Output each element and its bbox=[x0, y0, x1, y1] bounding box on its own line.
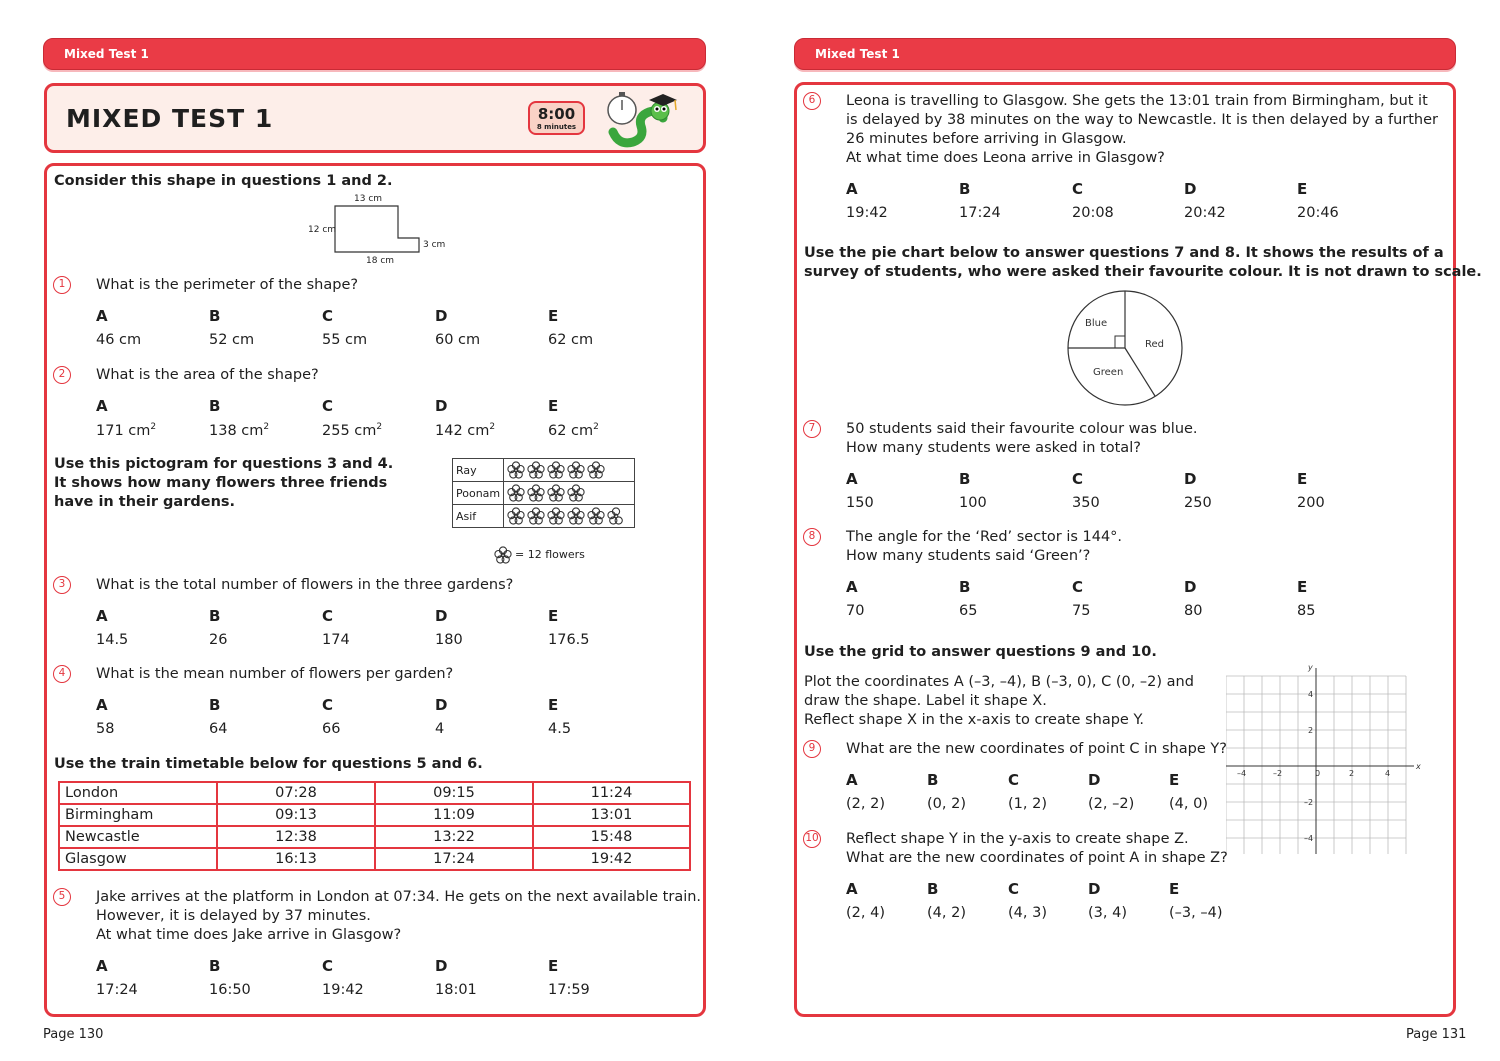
timer-time: 8:00 bbox=[537, 105, 576, 123]
shape-heading: Consider this shape in questions 1 and 2. bbox=[54, 173, 393, 189]
answer-option[interactable]: 62 cm bbox=[548, 332, 594, 348]
page-title: MIXED TEST 1 bbox=[66, 104, 274, 133]
question-text: What is the mean number of flowers per garden? bbox=[96, 666, 454, 682]
y-tick-label: 4 bbox=[1308, 690, 1314, 699]
answer-option[interactable]: 350 bbox=[1072, 495, 1100, 511]
option-letter: D bbox=[435, 696, 448, 714]
answer-option[interactable]: (–3, –4) bbox=[1169, 905, 1223, 921]
answer-option[interactable]: (2, –2) bbox=[1088, 796, 1135, 812]
flower-icon bbox=[527, 484, 545, 502]
answer-option[interactable]: 16:50 bbox=[209, 982, 251, 998]
answer-option[interactable]: 17:24 bbox=[959, 205, 1001, 221]
answer-option[interactable]: 75 bbox=[1072, 603, 1091, 619]
coordinate-grid bbox=[1226, 654, 1430, 854]
option-letter: A bbox=[846, 470, 858, 488]
option-letter: D bbox=[435, 397, 448, 415]
x-tick-label: 0 bbox=[1315, 769, 1321, 778]
option-letter: C bbox=[322, 607, 334, 625]
option-letter: D bbox=[1184, 470, 1197, 488]
left-page-number: Page 130 bbox=[43, 1027, 104, 1042]
flower-icon bbox=[567, 461, 585, 479]
option-letter: A bbox=[96, 307, 108, 325]
option-letter: E bbox=[1169, 880, 1180, 898]
option-letter: A bbox=[846, 578, 858, 596]
flower-icon bbox=[507, 461, 525, 479]
answer-option[interactable]: (4, 2) bbox=[927, 905, 966, 921]
question-text: What are the new coordinates of point C in shape Y? bbox=[846, 741, 1227, 757]
answer-option[interactable]: 20:46 bbox=[1297, 205, 1339, 221]
option-letter: A bbox=[846, 771, 858, 789]
option-letter: B bbox=[209, 607, 221, 625]
train-timetable bbox=[58, 781, 691, 871]
shape-label-bottom: 18 cm bbox=[366, 256, 395, 266]
option-letter: E bbox=[548, 607, 559, 625]
pie-label-red: Red bbox=[1145, 339, 1164, 350]
option-letter: B bbox=[209, 696, 221, 714]
question-number: 8 bbox=[803, 528, 821, 546]
timetable-row: Newcastle 12:38 13:22 15:48 bbox=[59, 826, 690, 848]
option-letter: D bbox=[1088, 880, 1101, 898]
answer-option[interactable]: 19:42 bbox=[322, 982, 364, 998]
option-letter: C bbox=[1072, 470, 1084, 488]
pictogram-row: Ray bbox=[453, 459, 635, 482]
answer-option[interactable]: 62 $cm^2$ bbox=[548, 422, 599, 439]
grid-heading: Use the grid to answer questions 9 and 10. bbox=[804, 644, 1157, 660]
pie-chart bbox=[1064, 288, 1188, 410]
question-number: 2 bbox=[53, 366, 71, 384]
flower-icon bbox=[567, 484, 585, 502]
pictogram-row: Poonam bbox=[453, 482, 635, 505]
question-number: 10 bbox=[803, 830, 821, 848]
flower-icon bbox=[587, 461, 605, 479]
right-header-label: Mixed Test 1 bbox=[815, 47, 900, 61]
question-text: What is the perimeter of the shape? bbox=[96, 277, 359, 293]
flower-icon bbox=[547, 461, 565, 479]
x-tick-label: –2 bbox=[1273, 769, 1283, 778]
question-number: 6 bbox=[803, 92, 821, 110]
answer-option[interactable]: (2, 2) bbox=[846, 796, 885, 812]
answer-option[interactable]: 20:08 bbox=[1072, 205, 1114, 221]
timetable-row: London 07:28 09:15 11:24 bbox=[59, 782, 690, 804]
timer-badge bbox=[528, 101, 585, 135]
answer-option[interactable]: 58 bbox=[96, 721, 115, 737]
answer-option[interactable]: 20:42 bbox=[1184, 205, 1226, 221]
answer-option[interactable]: (4, 0) bbox=[1169, 796, 1208, 812]
answer-option[interactable]: 142 $cm^2$ bbox=[435, 422, 496, 439]
option-letter: D bbox=[435, 607, 448, 625]
timetable-row: Birmingham 09:13 11:09 13:01 bbox=[59, 804, 690, 826]
flower-icon bbox=[527, 507, 545, 525]
option-letter: E bbox=[548, 696, 559, 714]
pictogram-row: Asif bbox=[453, 505, 635, 528]
answer-option[interactable]: (4, 3) bbox=[1008, 905, 1047, 921]
flower-icon bbox=[527, 461, 545, 479]
answer-option[interactable]: 52 cm bbox=[209, 332, 255, 348]
answer-option[interactable]: 200 bbox=[1297, 495, 1325, 511]
answer-option[interactable]: 66 bbox=[322, 721, 341, 737]
answer-option[interactable]: 55 cm bbox=[322, 332, 368, 348]
answer-option[interactable]: 60 cm bbox=[435, 332, 481, 348]
answer-option[interactable]: 46 cm bbox=[96, 332, 142, 348]
answer-option[interactable]: (1, 2) bbox=[1008, 796, 1047, 812]
answer-option[interactable]: 64 bbox=[209, 721, 228, 737]
question-number: 5 bbox=[53, 888, 71, 906]
option-letter: A bbox=[846, 880, 858, 898]
option-letter: A bbox=[846, 180, 858, 198]
timer-caption: 8 minutes bbox=[536, 123, 577, 131]
question-text: Leona is travelling to Glasgow. She gets the 13:01 train from Birmingham, but it is delayed by 38 minutes on the way to Newcastle. It is then delayed by a further 26 minutes before arriving in Glasgow. At what time does Leona arrive in Glasgow? bbox=[846, 93, 1438, 166]
partial-flower-icon bbox=[607, 507, 625, 525]
option-letter: E bbox=[548, 397, 559, 415]
answer-option[interactable]: 171 $cm^2$ bbox=[96, 422, 157, 439]
answer-option[interactable]: 174 bbox=[322, 632, 350, 648]
answer-option[interactable]: 4.5 bbox=[548, 721, 572, 737]
flower-icon bbox=[547, 484, 565, 502]
option-letter: B bbox=[209, 307, 221, 325]
option-letter: B bbox=[209, 397, 221, 415]
option-letter: B bbox=[959, 470, 971, 488]
shape-label-right: 3 cm bbox=[423, 240, 446, 250]
pictogram-flowers bbox=[504, 459, 635, 482]
x-axis-label: x bbox=[1416, 762, 1421, 771]
question-text: 50 students said their favourite colour was blue. How many students were asked in total? bbox=[846, 421, 1198, 456]
option-letter: E bbox=[1297, 470, 1308, 488]
answer-option[interactable]: 17:24 bbox=[96, 982, 138, 998]
answer-option[interactable]: 85 bbox=[1297, 603, 1316, 619]
option-letter: E bbox=[548, 957, 559, 975]
question-text: Reflect shape Y in the y-axis to create shape Z. What are the new coordinates of point A in shape Z? bbox=[846, 831, 1228, 866]
option-letter: E bbox=[1297, 180, 1308, 198]
answer-option[interactable]: 250 bbox=[1184, 495, 1212, 511]
answer-option[interactable]: 100 bbox=[959, 495, 987, 511]
option-letter: A bbox=[96, 397, 108, 415]
timetable-row: Glasgow 16:13 17:24 19:42 bbox=[59, 848, 690, 870]
pictogram-heading: Use this pictogram for questions 3 and 4. It shows how many flowers three friends have in their gardens. bbox=[54, 456, 394, 510]
key-flower-icon bbox=[494, 546, 512, 564]
option-letter: D bbox=[1088, 771, 1101, 789]
option-letter: B bbox=[209, 957, 221, 975]
answer-option[interactable]: 70 bbox=[846, 603, 865, 619]
answer-option[interactable]: (2, 4) bbox=[846, 905, 885, 921]
x-tick-label: 2 bbox=[1349, 769, 1355, 778]
right-page-number: Page 131 bbox=[1406, 1027, 1467, 1042]
pictogram-key-text: = 12 flowers bbox=[515, 548, 585, 561]
option-letter: D bbox=[435, 307, 448, 325]
y-tick-label: –2 bbox=[1304, 798, 1314, 807]
option-letter: D bbox=[435, 957, 448, 975]
option-letter: E bbox=[1297, 578, 1308, 596]
answer-option[interactable]: 14.5 bbox=[96, 632, 129, 648]
right-header-bar bbox=[794, 38, 1456, 70]
pie-label-green: Green bbox=[1093, 367, 1124, 378]
option-letter: C bbox=[1072, 578, 1084, 596]
y-tick-label: –4 bbox=[1304, 834, 1314, 843]
question-number: 7 bbox=[803, 420, 821, 438]
y-axis-label: y bbox=[1308, 663, 1313, 672]
grid-instructions: Plot the coordinates A (–3, –4), B (–3, 0), C (0, –2) and draw the shape. Label it shape X. Reflect shape X in the x-axis to create shape Y. bbox=[804, 674, 1194, 728]
answer-option[interactable]: (0, 2) bbox=[927, 796, 966, 812]
option-letter: E bbox=[1169, 771, 1180, 789]
option-letter: E bbox=[548, 307, 559, 325]
answer-option[interactable]: 65 bbox=[959, 603, 978, 619]
answer-option[interactable]: 19:42 bbox=[846, 205, 888, 221]
y-tick-label: 2 bbox=[1308, 726, 1314, 735]
left-header-label: Mixed Test 1 bbox=[64, 47, 149, 61]
title-panel bbox=[44, 83, 706, 153]
pictogram-flowers bbox=[504, 505, 635, 528]
answer-option[interactable]: (3, 4) bbox=[1088, 905, 1127, 921]
question-text: The angle for the ‘Red’ sector is 144°. How many students said ‘Green’? bbox=[846, 529, 1123, 564]
flower-icon bbox=[507, 507, 525, 525]
option-letter: B bbox=[959, 578, 971, 596]
option-letter: A bbox=[96, 696, 108, 714]
answer-option[interactable]: 4 bbox=[435, 721, 445, 737]
shape-label-top: 13 cm bbox=[354, 194, 383, 204]
flower-icon bbox=[567, 507, 585, 525]
option-letter: B bbox=[927, 771, 939, 789]
x-tick-label: 4 bbox=[1385, 769, 1391, 778]
pie-heading: Use the pie chart below to answer questions 7 and 8. It shows the results of a survey of students, who were asked their favourite colour. It is not drawn to scale. bbox=[804, 245, 1482, 280]
question-text: What is the total number of flowers in the three gardens? bbox=[96, 577, 514, 593]
answer-option[interactable]: 180 bbox=[435, 632, 463, 648]
option-letter: D bbox=[1184, 180, 1197, 198]
flower-icon bbox=[587, 507, 605, 525]
pictogram-flowers bbox=[504, 482, 635, 505]
question-number: 9 bbox=[803, 740, 821, 758]
pictogram-table bbox=[452, 458, 635, 528]
option-letter: B bbox=[927, 880, 939, 898]
option-letter: C bbox=[322, 307, 334, 325]
pie-label-blue: Blue bbox=[1085, 318, 1108, 329]
answer-option[interactable]: 255 $cm^2$ bbox=[322, 422, 383, 439]
option-letter: C bbox=[322, 397, 334, 415]
option-letter: C bbox=[1008, 880, 1020, 898]
question-number: 4 bbox=[53, 665, 71, 683]
left-header-bar bbox=[43, 38, 706, 70]
option-letter: A bbox=[96, 957, 108, 975]
option-letter: C bbox=[1072, 180, 1084, 198]
answer-option[interactable]: 26 bbox=[209, 632, 228, 648]
shape-label-left: 12 cm bbox=[308, 225, 337, 235]
answer-option[interactable]: 17:59 bbox=[548, 982, 590, 998]
x-tick-label: –4 bbox=[1237, 769, 1247, 778]
answer-option[interactable]: 138 $cm^2$ bbox=[209, 422, 270, 439]
option-letter: C bbox=[322, 696, 334, 714]
answer-option[interactable]: 18:01 bbox=[435, 982, 477, 998]
answer-option[interactable]: 150 bbox=[846, 495, 874, 511]
question-number: 1 bbox=[53, 276, 71, 294]
option-letter: B bbox=[959, 180, 971, 198]
question-text: Jake arrives at the platform in London at 07:34. He gets on the next available train. However, it is delayed by 37 minutes. At what time does Jake arrive in Glasgow? bbox=[96, 889, 702, 943]
flower-icon bbox=[547, 507, 565, 525]
timetable-heading: Use the train timetable below for questions 5 and 6. bbox=[54, 756, 483, 772]
option-letter: C bbox=[1008, 771, 1020, 789]
option-letter: C bbox=[322, 957, 334, 975]
answer-option[interactable]: 176.5 bbox=[548, 632, 590, 648]
option-letter: A bbox=[96, 607, 108, 625]
answer-option[interactable]: 80 bbox=[1184, 603, 1203, 619]
option-letter: D bbox=[1184, 578, 1197, 596]
question-text: What is the area of the shape? bbox=[96, 367, 319, 383]
flower-icon bbox=[507, 484, 525, 502]
question-number: 3 bbox=[53, 576, 71, 594]
worm-mascot-icon bbox=[605, 88, 681, 152]
